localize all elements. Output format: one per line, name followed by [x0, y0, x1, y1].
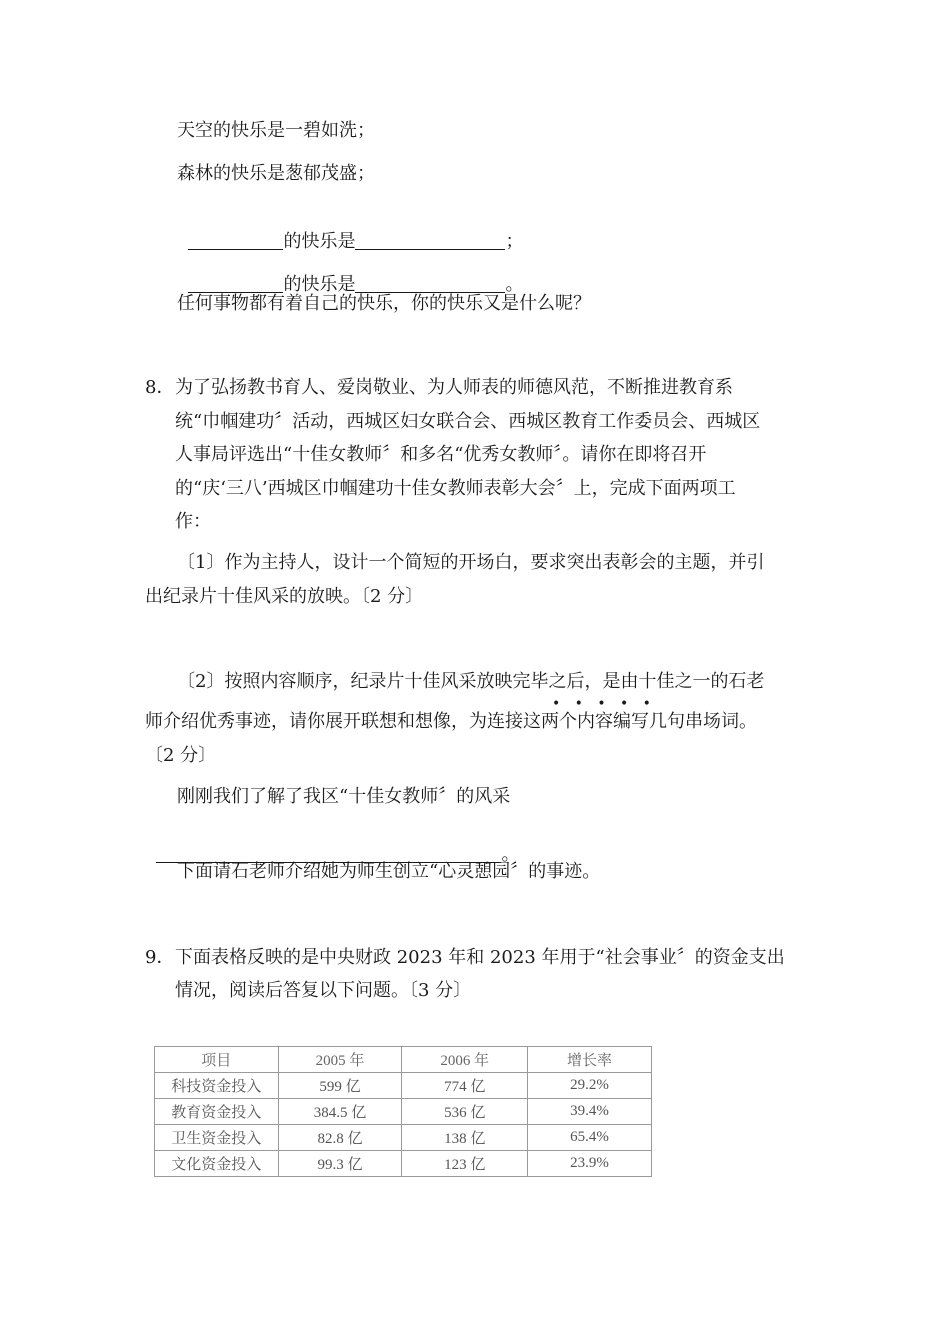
answer-blank[interactable]: [355, 231, 505, 250]
header-cell-item: 项目: [155, 1047, 279, 1073]
header-cell-growth: 增长率: [528, 1047, 652, 1073]
table-row: [155, 1151, 652, 1177]
emphasis-dots: •••••: [552, 696, 666, 712]
table-cell: 123 亿: [402, 1151, 528, 1177]
poem-punctuation: ；: [505, 231, 524, 252]
answer-blank[interactable]: [188, 274, 283, 293]
table-row: [155, 1073, 652, 1099]
q8-part2-line-3: 〔2 分〕: [145, 745, 217, 766]
table-cell: 29.2%: [528, 1073, 652, 1099]
poem-blank-line-2: [177, 249, 523, 297]
q8-part2-line-1: 〔2〕按照内容顺序，纪录片十佳风采放映完毕之后，是由十佳之一的石老: [177, 671, 765, 692]
header-cell-2006: 2006 年: [402, 1047, 528, 1073]
q8-line-5: 作：: [175, 511, 211, 532]
table-cell: 23.9%: [528, 1151, 652, 1177]
header-cell-2005: 2005 年: [278, 1047, 402, 1073]
table-cell: 82.8 亿: [278, 1125, 402, 1151]
q8-part1-line-1: 〔1〕作为主持人，设计一个简短的开场白，要求突出表彰会的主题，并引: [177, 552, 765, 573]
table-cell: 384.5 亿: [278, 1099, 402, 1125]
q8-punctuation: 。: [501, 844, 520, 865]
q9-line-2: 情况，阅读后答复以下问题。〔3 分〕: [175, 980, 472, 1001]
poem-fixed-text: 的快乐是: [283, 231, 356, 252]
table-cell: 65.4%: [528, 1125, 652, 1151]
q8-line-3: 人事局评选出“十佳女教师〞和多名“优秀女教师〞。请你在即将召开: [175, 444, 707, 465]
answer-blank[interactable]: [188, 231, 283, 250]
table-cell: 536 亿: [402, 1099, 528, 1125]
poem-fixed-text: 的快乐是: [283, 274, 356, 295]
poem-punctuation: 。: [505, 274, 524, 295]
q8-line-4: 的“庆‘三八’西城区巾帼建功十佳女教师表彰大会〞上，完成下面两项工: [175, 478, 736, 499]
table-cell: 39.4%: [528, 1099, 652, 1125]
q9-line-1: 下面表格反映的是中央财政 2023 年和 2023 年用于“社会事业〞的资金支出: [175, 947, 785, 968]
table-cell: 138 亿: [402, 1125, 528, 1151]
question-number-8: 8．: [145, 377, 175, 398]
q8-lead-in: 刚刚我们了解了我区“十佳女教师〞的风采: [177, 786, 511, 807]
table-header-row: [155, 1047, 652, 1073]
answer-blank[interactable]: [355, 274, 505, 293]
funding-table: [154, 1046, 652, 1177]
table-cell: 99.3 亿: [278, 1151, 402, 1177]
table-cell: 774 亿: [402, 1073, 528, 1099]
table-cell: 599 亿: [278, 1073, 402, 1099]
q8-line-2: 统“巾帼建功〞活动，西城区妇女联合会、西城区教育工作委员会、西城区: [175, 411, 761, 432]
table-row: [155, 1099, 652, 1125]
table-cell: 文化资金投入: [155, 1151, 279, 1177]
q8-line-1: 为了弘扬教书育人、爱岗敬业、为人师表的师德风范，不断推进教育系: [175, 377, 733, 398]
q8-part2-line-2: 师介绍优秀事迹，请你展开联想和想像，为连接这两个内容编写几句串场词。: [145, 711, 757, 732]
poem-line-forest: 森林的快乐是葱郁茂盛；: [177, 163, 375, 184]
question-number-9: 9．: [145, 947, 175, 968]
table-cell: 卫生资金投入: [155, 1125, 279, 1151]
poem-closing: 任何事物都有着自己的快乐，你的快乐又是什么呢？: [177, 293, 591, 314]
table-cell: 教育资金投入: [155, 1099, 279, 1125]
table-row: [155, 1125, 652, 1151]
q8-closing: 下面请石老师介绍她为师生创立“心灵憩园〞的事迹。: [177, 861, 601, 882]
table-cell: 科技资金投入: [155, 1073, 279, 1099]
poem-blank-line-1: [177, 206, 523, 254]
q8-part1-line-2: 出纪录片十佳风采的放映。〔2 分〕: [145, 586, 424, 607]
poem-line-sky: 天空的快乐是一碧如洗；: [177, 120, 375, 141]
